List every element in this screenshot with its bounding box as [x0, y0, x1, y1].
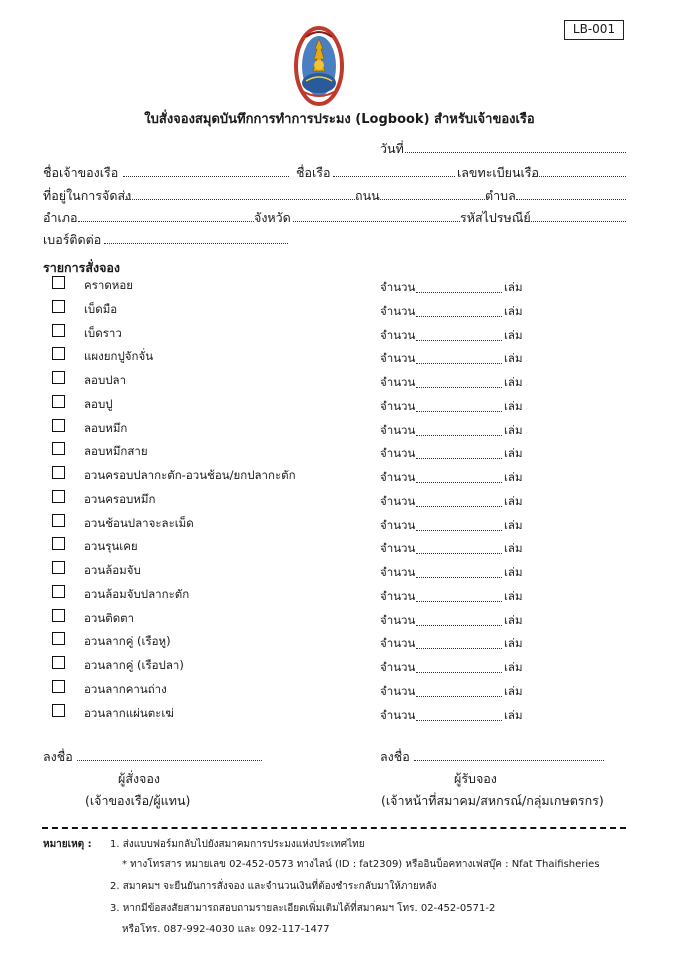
unit-label: เล่ม [504, 328, 523, 342]
subdistrict-label: ตำบล [485, 188, 516, 203]
quantity-label: จำนวน [380, 446, 416, 460]
note-2: 2. สมาคมฯ จะยืนยันการสั่งจอง และจำนวนเงินที่ต้องชำระกลับมาให้ภายหลัง [110, 881, 437, 892]
order-item-label: อวนลากคู่ (เรือปลา) [84, 658, 184, 672]
address-field[interactable] [125, 199, 355, 200]
order-item-checkbox[interactable] [52, 395, 65, 408]
quantity-label: จำนวน [380, 494, 416, 508]
quantity-label: จำนวน [380, 304, 416, 318]
owner-name-field[interactable] [123, 176, 289, 177]
quantity-field[interactable] [416, 672, 502, 673]
unit-label: เล่ม [504, 684, 523, 698]
order-item-checkbox[interactable] [52, 419, 65, 432]
order-item-label: อวนช้อนปลาจะละเม็ด [84, 516, 194, 530]
order-item-label: คราดหอย [84, 278, 134, 292]
receiver-signature-field[interactable] [414, 760, 604, 761]
quantity-label: จำนวน [380, 375, 416, 389]
receiver-role: ผู้รับจอง [454, 771, 497, 786]
unit-label: เล่ม [504, 613, 523, 627]
date-label: วันที่ [380, 141, 404, 156]
quantity-label: จำนวน [380, 565, 416, 579]
orderer-sign-label: ลงชื่อ [43, 749, 73, 764]
quantity-label: จำนวน [380, 399, 416, 413]
postal-code-label: รหัสไปรษณีย์ [460, 210, 531, 225]
receiver-sign-label: ลงชื่อ [380, 749, 410, 764]
unit-label: เล่ม [504, 708, 523, 722]
order-section-title: รายการสั่งจอง [43, 260, 121, 275]
order-item-label: ลอบปู [84, 397, 113, 411]
dashed-divider [42, 827, 626, 829]
unit-label: เล่ม [504, 518, 523, 532]
unit-label: เล่ม [504, 565, 523, 579]
phone-field[interactable] [104, 243, 288, 244]
quantity-field[interactable] [416, 435, 502, 436]
quantity-field[interactable] [416, 387, 502, 388]
order-item-checkbox[interactable] [52, 347, 65, 360]
quantity-label: จำนวน [380, 541, 416, 555]
order-item-label: อวนติดตา [84, 611, 135, 625]
order-item-label: แผงยกปูจักจั่น [84, 349, 154, 363]
quantity-label: จำนวน [380, 660, 416, 674]
quantity-label: จำนวน [380, 470, 416, 484]
receiver-role-sub: (เจ้าหน้าที่สมาคม/สหกรณ์/กลุ่มเกษตรกร) [381, 793, 604, 808]
quantity-field[interactable] [416, 292, 502, 293]
unit-label: เล่ม [504, 423, 523, 437]
registration-no-label: เลขทะเบียนเรือ [457, 165, 540, 180]
order-item-label: อวนล้อมจับ [84, 563, 141, 577]
unit-label: เล่ม [504, 280, 523, 294]
quantity-label: จำนวน [380, 328, 416, 342]
order-item-checkbox[interactable] [52, 680, 65, 693]
order-item-label: อวนลากคู่ (เรือหู) [84, 634, 171, 648]
quantity-field[interactable] [416, 411, 502, 412]
address-label: ที่อยู่ในการจัดส่ง [43, 188, 132, 203]
province-field[interactable] [293, 221, 460, 222]
notes-label: หมายเหตุ : [43, 839, 92, 850]
order-item-checkbox[interactable] [52, 300, 65, 313]
quantity-field[interactable] [416, 458, 502, 459]
quantity-field[interactable] [416, 601, 502, 602]
orderer-role: ผู้สั่งจอง [118, 771, 160, 786]
note-1-sub: * ทางโทรสาร หมายเลข 02-452-0573 ทางไลน์ (ID : fat2309) หรืออินบ็อคทางเฟสบุ๊ค : Nfat Thaifisheries [122, 859, 600, 870]
quantity-field[interactable] [416, 648, 502, 649]
order-item-checkbox[interactable] [52, 371, 65, 384]
quantity-field[interactable] [416, 577, 502, 578]
unit-label: เล่ม [504, 399, 523, 413]
province-label: จังหวัด [254, 210, 291, 225]
note-3-sub: หรือโทร. 087-992-4030 และ 092-117-1477 [122, 924, 330, 935]
note-1: 1. ส่งแบบฟอร์มกลับไปยังสมาคมการประมงแห่งประเทศไทย [110, 839, 365, 850]
quantity-field[interactable] [416, 625, 502, 626]
order-item-label: อวนล้อมจับปลากะตัก [84, 587, 190, 601]
unit-label: เล่ม [504, 304, 523, 318]
order-item-label: ลอบหมึกสาย [84, 444, 148, 458]
quantity-label: จำนวน [380, 708, 416, 722]
unit-label: เล่ม [504, 541, 523, 555]
order-item-checkbox[interactable] [52, 442, 65, 455]
subdistrict-field[interactable] [516, 199, 626, 200]
order-item-checkbox[interactable] [52, 324, 65, 337]
quantity-field[interactable] [416, 553, 502, 554]
boat-name-field[interactable] [333, 176, 455, 177]
quantity-field[interactable] [416, 506, 502, 507]
association-emblem-icon [294, 25, 344, 107]
unit-label: เล่ม [504, 660, 523, 674]
quantity-label: จำนวน [380, 613, 416, 627]
quantity-field[interactable] [416, 340, 502, 341]
quantity-label: จำนวน [380, 518, 416, 532]
phone-label: เบอร์ติดต่อ [43, 232, 102, 247]
district-label: อำเภอ [43, 210, 78, 225]
date-field[interactable] [405, 152, 626, 153]
form-code-box: LB-001 [564, 20, 624, 40]
quantity-field[interactable] [416, 720, 502, 721]
order-item-label: อวนครอบปลากะตัก-อวนช้อน/ยกปลากะตัก [84, 468, 296, 482]
order-item-label: เบ็ดมือ [84, 302, 118, 316]
quantity-label: จำนวน [380, 280, 416, 294]
order-item-checkbox[interactable] [52, 466, 65, 479]
order-item-checkbox[interactable] [52, 276, 65, 289]
quantity-field[interactable] [416, 316, 502, 317]
order-item-checkbox[interactable] [52, 537, 65, 550]
order-item-checkbox[interactable] [52, 704, 65, 717]
order-item-checkbox[interactable] [52, 514, 65, 527]
form-title: ใบสั่งจองสมุดบันทึกการทำการประมง (Logbook) สำหรับเจ้าของเรือ [144, 112, 535, 127]
quantity-label: จำนวน [380, 423, 416, 437]
quantity-label: จำนวน [380, 351, 416, 365]
quantity-field[interactable] [416, 530, 502, 531]
order-item-checkbox[interactable] [52, 561, 65, 574]
quantity-field[interactable] [416, 696, 502, 697]
unit-label: เล่ม [504, 446, 523, 460]
orderer-signature-field[interactable] [77, 760, 262, 761]
order-item-label: ลอบหมึก [84, 421, 128, 435]
order-item-checkbox[interactable] [52, 490, 65, 503]
quantity-field[interactable] [416, 482, 502, 483]
order-item-checkbox[interactable] [52, 609, 65, 622]
unit-label: เล่ม [504, 589, 523, 603]
unit-label: เล่ม [504, 470, 523, 484]
boat-name-label: ชื่อเรือ [296, 165, 331, 180]
orderer-role-sub: (เจ้าของเรือ/ผู้แทน) [85, 793, 191, 808]
order-item-checkbox[interactable] [52, 656, 65, 669]
order-item-label: อวนลากแผ่นตะเฆ่ [84, 706, 174, 720]
note-3: 3. หากมีข้อสงสัยสามารถสอบถามรายละเอียดเพิ่มเติมได้ที่สมาคมฯ โทร. 02-452-0571-2 [110, 903, 496, 914]
registration-no-field[interactable] [532, 176, 626, 177]
order-item-label: อวนลากคานถ่าง [84, 682, 167, 696]
unit-label: เล่ม [504, 351, 523, 365]
quantity-label: จำนวน [380, 589, 416, 603]
unit-label: เล่ม [504, 636, 523, 650]
district-field[interactable] [78, 221, 254, 222]
quantity-field[interactable] [416, 363, 502, 364]
order-item-checkbox[interactable] [52, 632, 65, 645]
order-item-label: อวนครอบหมึก [84, 492, 156, 506]
order-item-checkbox[interactable] [52, 585, 65, 598]
unit-label: เล่ม [504, 375, 523, 389]
order-item-label: อวนรุนเคย [84, 539, 138, 553]
quantity-label: จำนวน [380, 636, 416, 650]
postal-code-field[interactable] [528, 221, 626, 222]
road-field[interactable] [380, 199, 485, 200]
unit-label: เล่ม [504, 494, 523, 508]
quantity-label: จำนวน [380, 684, 416, 698]
road-label: ถนน [355, 188, 380, 203]
owner-name-label: ชื่อเจ้าของเรือ [43, 165, 119, 180]
order-item-label: ลอบปลา [84, 373, 127, 387]
order-item-label: เบ็ดราว [84, 326, 122, 340]
